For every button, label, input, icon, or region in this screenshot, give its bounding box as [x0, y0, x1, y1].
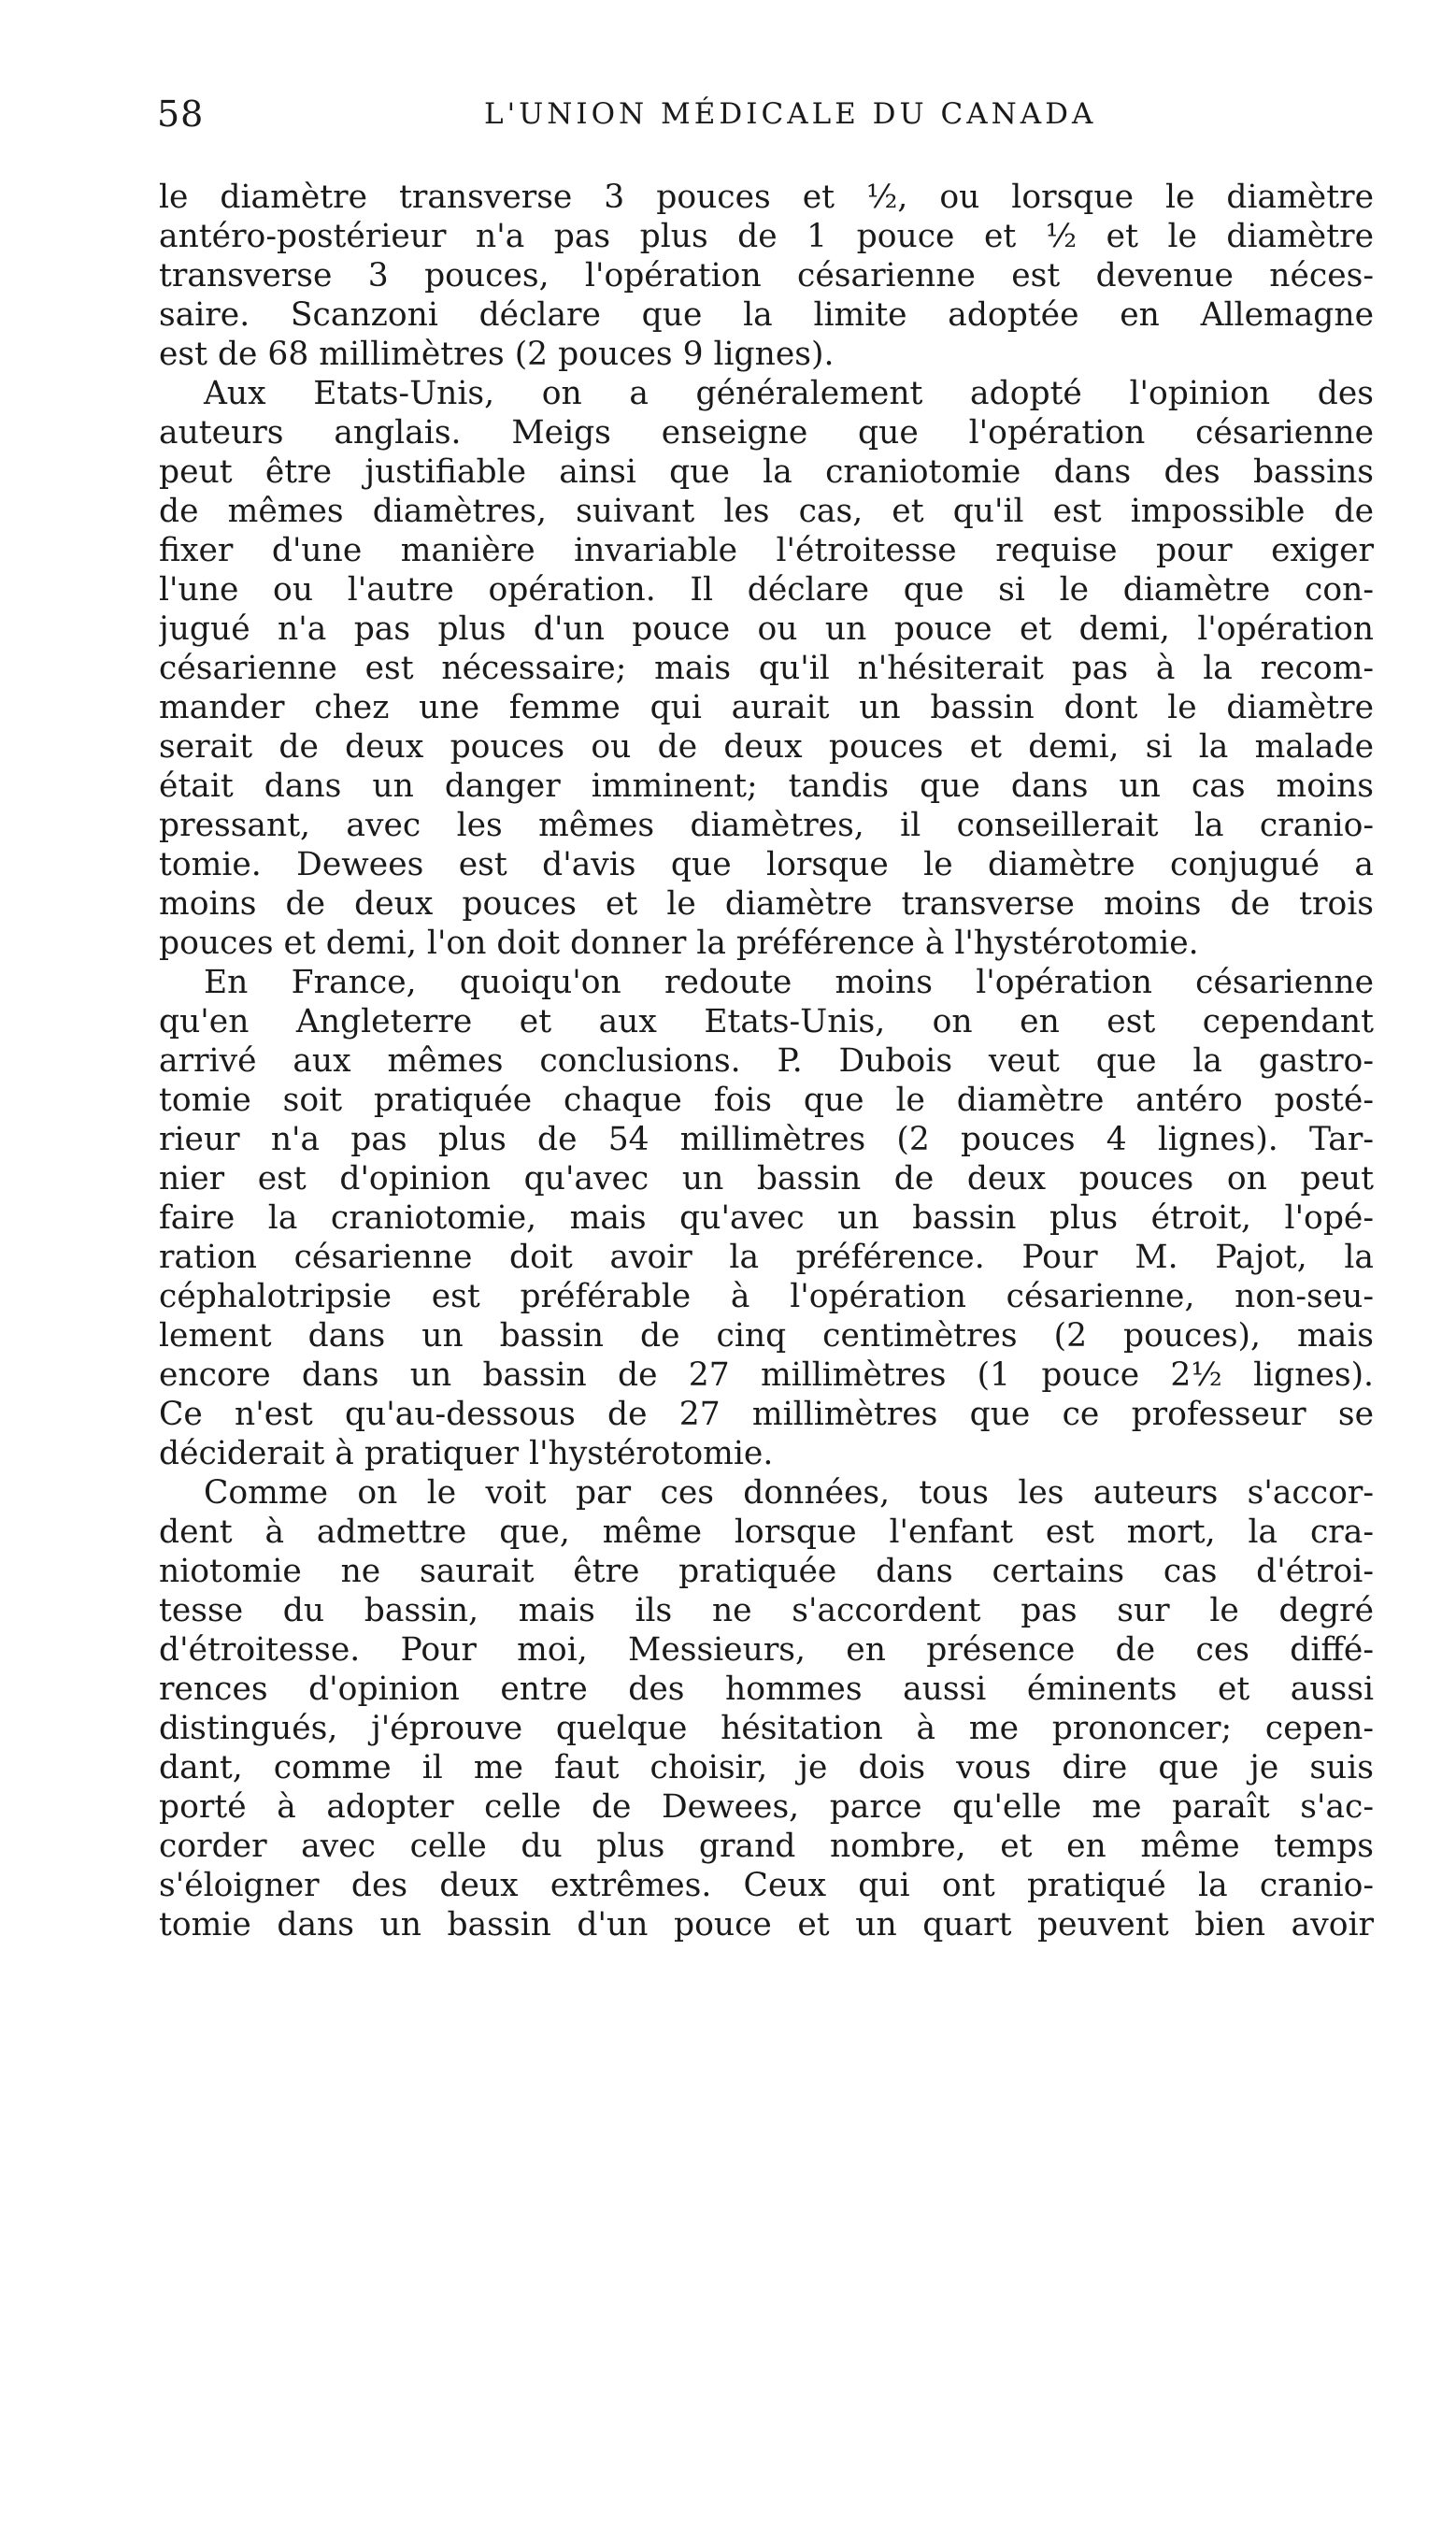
- text-line: distingués, j'éprouve quelque hésitation à me prononcer; cepen-: [159, 1710, 1374, 1747]
- text-line: moins de deux pouces et le diamètre transverse moins de trois: [159, 885, 1374, 923]
- running-title: L'UNION MÉDICALE DU CANADA: [484, 97, 1097, 131]
- text-line: dent à admettre que, même lorsque l'enfant est mort, la cra-: [159, 1513, 1374, 1551]
- text-line: fixer d'une manière invariable l'étroitesse requise pour exiger: [159, 532, 1374, 569]
- text-line: transverse 3 pouces, l'opération césarienne est devenue néces-: [159, 257, 1374, 294]
- text-line: ration césarienne doit avoir la préférence. Pour M. Pajot, la: [159, 1239, 1374, 1276]
- text-line: pouces et demi, l'on doit donner la préférence à l'hystérotomie.: [159, 925, 1199, 962]
- text-line: d'étroitesse. Pour moi, Messieurs, en présence de ces diffé-: [159, 1631, 1374, 1669]
- text-line: faire la craniotomie, mais qu'avec un bassin plus étroit, l'opé-: [159, 1199, 1374, 1237]
- body-text: [159, 178, 1374, 1944]
- text-line: césarienne est nécessaire; mais qu'il n'hésiterait pas à la recom-: [159, 650, 1374, 687]
- text-line: En France, quoiqu'on redoute moins l'opération césarienne: [204, 964, 1374, 1001]
- text-line: était dans un danger imminent; tandis que dans un cas moins: [159, 767, 1374, 805]
- text-line: tesse du bassin, mais ils ne s'accordent pas sur le degré: [159, 1592, 1374, 1629]
- text-line: tomie. Dewees est d'avis que lorsque le diamètre conjugué a: [159, 846, 1374, 883]
- text-line: tomie soit pratiquée chaque fois que le diamètre antéro posté-: [159, 1082, 1374, 1119]
- text-line: jugué n'a pas plus d'un pouce ou un pouce et demi, l'opération: [159, 610, 1374, 648]
- text-line: arrivé aux mêmes conclusions. P. Dubois veut que la gastro-: [159, 1042, 1374, 1080]
- text-line: Ce n'est qu'au-dessous de 27 millimètres que ce professeur se: [159, 1396, 1374, 1433]
- text-line: lement dans un bassin de cinq centimètres (2 pouces), mais: [159, 1317, 1374, 1355]
- text-line: peut être justifiable ainsi que la craniotomie dans des bassins: [159, 453, 1374, 491]
- text-line: rences d'opinion entre des hommes aussi éminents et aussi: [159, 1671, 1374, 1708]
- text-line: qu'en Angleterre et aux Etats-Unis, on en est cependant: [159, 1003, 1374, 1040]
- text-line: Aux Etats-Unis, on a généralement adopté l'opinion des: [204, 375, 1374, 412]
- text-line: niotomie ne saurait être pratiquée dans certains cas d'étroi-: [159, 1553, 1374, 1590]
- text-line: Comme on le voit par ces données, tous les auteurs s'accor-: [204, 1474, 1374, 1512]
- page-header: [157, 93, 1391, 150]
- text-line: tomie dans un bassin d'un pouce et un quart peuvent bien avoir: [159, 1906, 1374, 1943]
- text-line: de mêmes diamètres, suivant les cas, et qu'il est impossible de: [159, 493, 1374, 530]
- text-line: antéro-postérieur n'a pas plus de 1 pouce et ½ et le diamètre: [159, 218, 1374, 255]
- text-line: céphalotripsie est préférable à l'opération césarienne, non-seu-: [159, 1278, 1374, 1315]
- text-line: saire. Scanzoni déclare que la limite adoptée en Allemagne: [159, 296, 1374, 334]
- text-line: rieur n'a pas plus de 54 millimètres (2 pouces 4 lignes). Tar-: [159, 1121, 1374, 1158]
- text-line: dant, comme il me faut choisir, je dois vous dire que je suis: [159, 1749, 1374, 1786]
- text-line: encore dans un bassin de 27 millimètres (1 pouce 2½ lignes).: [159, 1356, 1374, 1394]
- text-line: est de 68 millimètres (2 pouces 9 lignes).: [159, 336, 835, 373]
- text-line: corder avec celle du plus grand nombre, et en même temps: [159, 1828, 1374, 1865]
- text-line: l'une ou l'autre opération. Il déclare que si le diamètre con-: [159, 571, 1374, 609]
- text-line: mander chez une femme qui aurait un bassin dont le diamètre: [159, 689, 1374, 726]
- text-line: serait de deux pouces ou de deux pouces et demi, si la malade: [159, 728, 1374, 766]
- text-line: s'éloigner des deux extrêmes. Ceux qui ont pratiqué la cranio-: [159, 1867, 1374, 1904]
- page-number: 58: [157, 93, 205, 135]
- text-line: nier est d'opinion qu'avec un bassin de deux pouces on peut: [159, 1160, 1374, 1197]
- text-line: auteurs anglais. Meigs enseigne que l'opération césarienne: [159, 414, 1374, 452]
- text-line: déciderait à pratiquer l'hystérotomie.: [159, 1435, 774, 1472]
- text-line: pressant, avec les mêmes diamètres, il conseillerait la cranio-: [159, 807, 1374, 844]
- text-line: le diamètre transverse 3 pouces et ½, ou lorsque le diamètre: [159, 179, 1374, 216]
- text-line: porté à adopter celle de Dewees, parce qu'elle me paraît s'ac-: [159, 1788, 1374, 1826]
